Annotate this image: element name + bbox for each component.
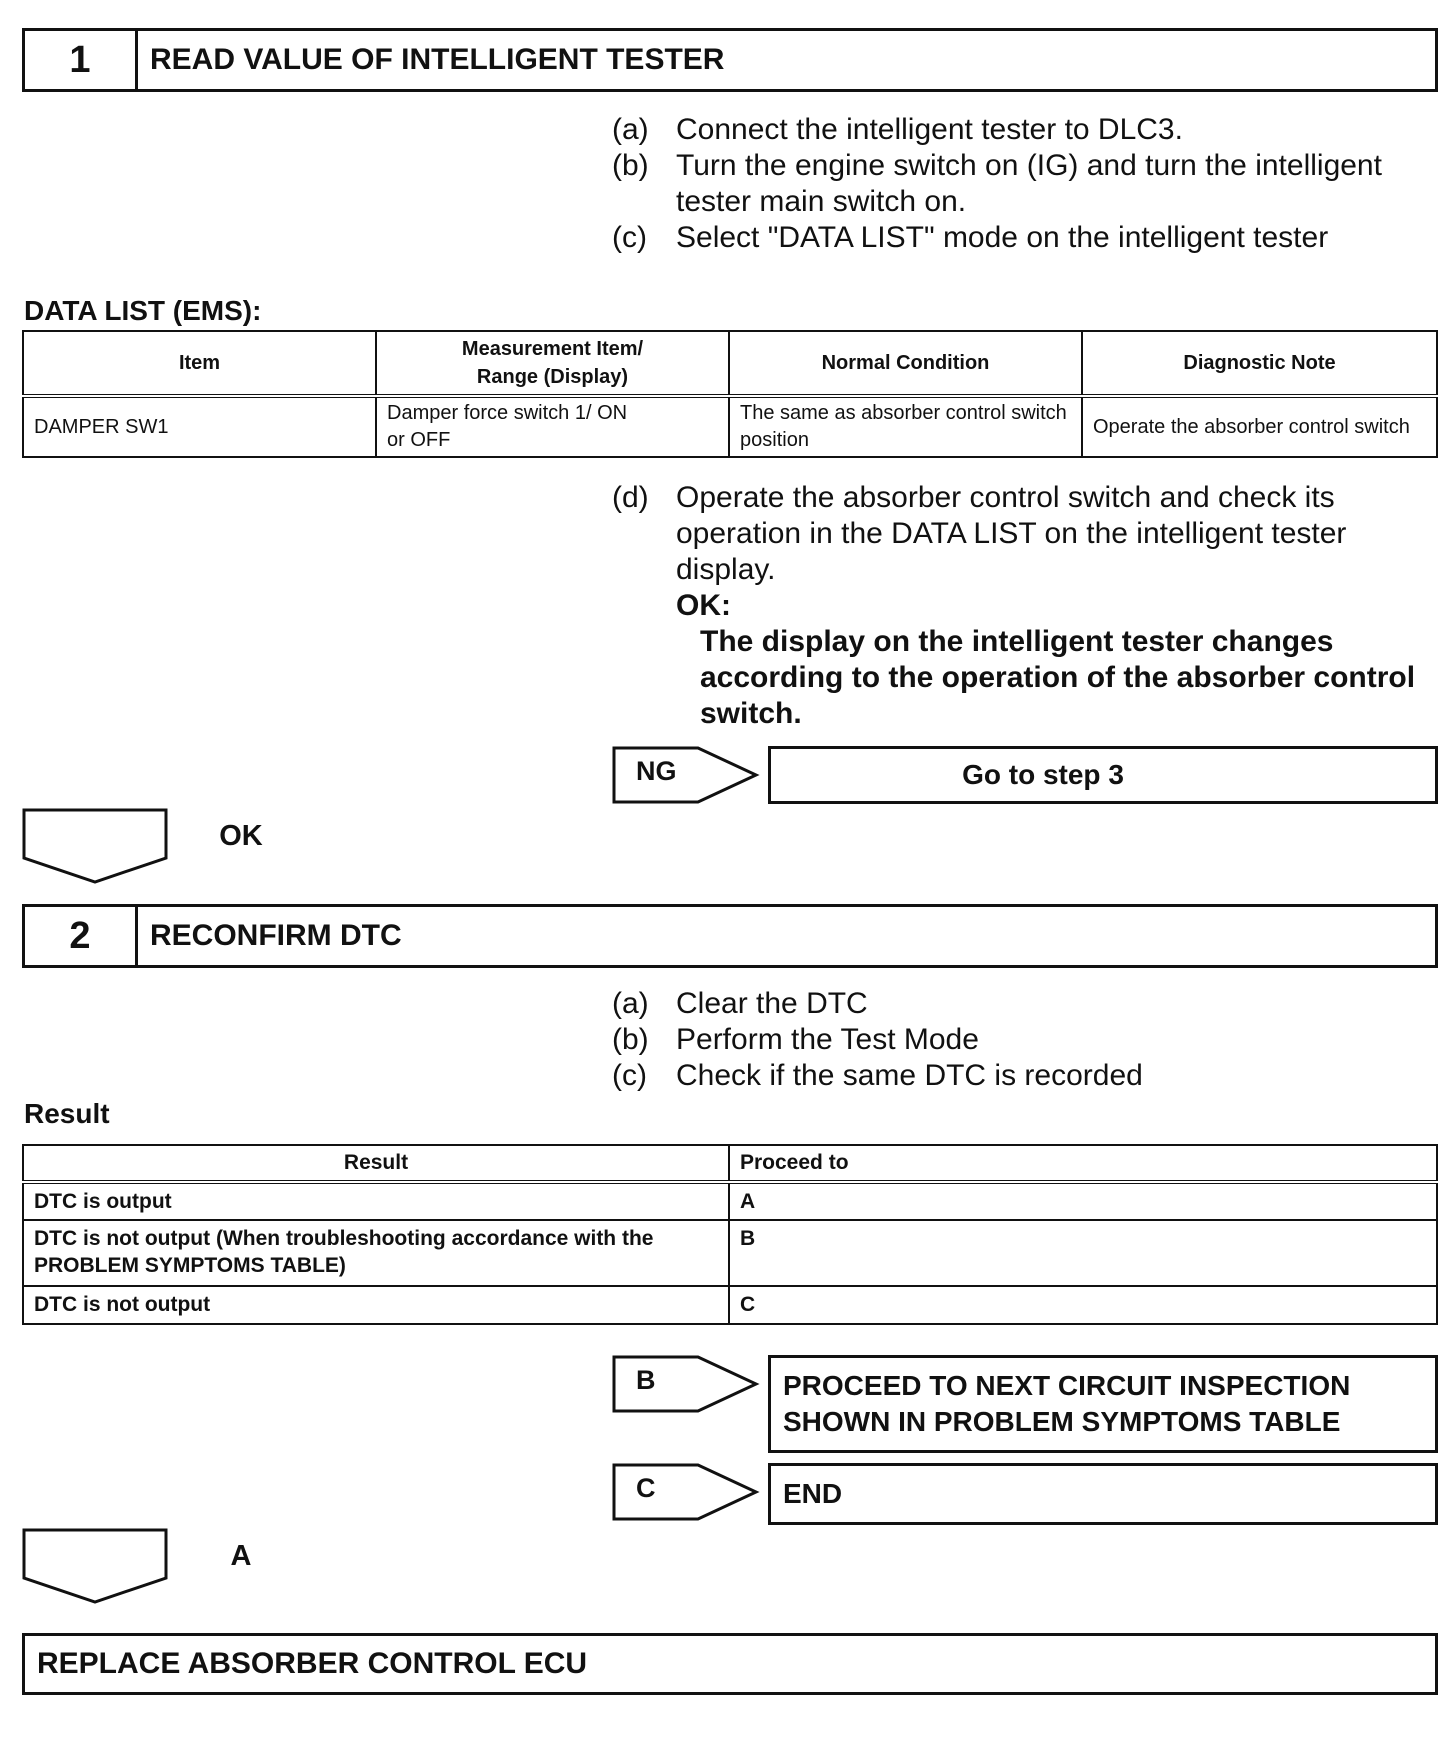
- ng-branch-tag: [612, 746, 760, 804]
- table-cell: DAMPER SW1: [23, 396, 376, 457]
- step-1-check: [612, 480, 1442, 732]
- ok-criteria: [612, 588, 1442, 732]
- result-title: Result: [24, 1098, 110, 1129]
- instruction-item: [612, 480, 1442, 588]
- table-header-cell: Proceed to: [729, 1145, 1437, 1182]
- instruction-label: (d): [612, 481, 649, 514]
- a-label: A: [230, 1540, 252, 1572]
- a-branch-tag: [22, 1528, 252, 1604]
- table-header-cell: Measurement Item/ Range (Display): [376, 331, 729, 396]
- go-to-step-3-box: Go to step 3: [768, 746, 1438, 804]
- down-arrow-tag-icon: [22, 1528, 168, 1604]
- instruction-item: [612, 986, 1442, 1022]
- replace-ecu-box: REPLACE ABSORBER CONTROL ECU: [22, 1633, 1438, 1695]
- down-arrow-tag-icon: [22, 808, 168, 884]
- table-cell: A: [729, 1182, 1437, 1220]
- right-arrow-tag-icon: [612, 1463, 760, 1521]
- instruction-text: Perform the Test Mode: [676, 1023, 979, 1056]
- table-row: [23, 1286, 1437, 1324]
- instruction-text: Clear the DTC: [676, 987, 868, 1020]
- instruction-item: [612, 112, 1442, 148]
- step-1-header: [22, 28, 1438, 92]
- instruction-label: (c): [612, 221, 647, 254]
- step-1-instructions: [612, 112, 1442, 256]
- instruction-label: (a): [612, 113, 649, 146]
- step-2-instructions: [612, 986, 1442, 1094]
- table-header-row: [23, 331, 1437, 396]
- table-header-cell: Diagnostic Note: [1082, 331, 1437, 396]
- step-2-number: 2: [25, 907, 138, 965]
- instruction-label: (c): [612, 1059, 647, 1092]
- table-header-cell: Normal Condition: [729, 331, 1082, 396]
- instruction-item: [612, 1058, 1442, 1094]
- table-cell: DTC is output: [23, 1182, 729, 1220]
- instruction-item: [612, 220, 1442, 256]
- right-arrow-tag-icon: [612, 1355, 760, 1413]
- c-branch-tag: [612, 1463, 760, 1521]
- step-2-header: [22, 904, 1438, 968]
- table-header-row: [23, 1145, 1437, 1182]
- b-branch-tag: [612, 1355, 760, 1413]
- ok-text: The display on the intelligent tester changes according to the operation of the absorber control switch.: [700, 625, 1416, 730]
- end-box: END: [768, 1463, 1438, 1525]
- instruction-label: (b): [612, 1023, 649, 1056]
- instruction-text: Operate the absorber control switch and check its operation in the DATA LIST on the intelligent tester display.: [676, 481, 1347, 586]
- ng-label: NG: [636, 756, 677, 786]
- c-label: C: [636, 1473, 656, 1503]
- instruction-label: (a): [612, 987, 649, 1020]
- table-header-cell: Item: [23, 331, 376, 396]
- data-list-title: DATA LIST (EMS):: [24, 295, 262, 326]
- instruction-text: Connect the intelligent tester to DLC3.: [676, 113, 1183, 146]
- table-cell: DTC is not output: [23, 1286, 729, 1324]
- instruction-item: [612, 1022, 1442, 1058]
- table-row: [23, 1220, 1437, 1286]
- table-row: [23, 1182, 1437, 1220]
- instruction-text: Check if the same DTC is recorded: [676, 1059, 1143, 1092]
- table-cell: The same as absorber control switch position: [729, 396, 1082, 457]
- table-cell: Operate the absorber control switch: [1082, 396, 1437, 457]
- instruction-label: (b): [612, 149, 649, 182]
- instruction-text: Select "DATA LIST" mode on the intelligent tester: [676, 221, 1329, 254]
- ok-branch-tag: [22, 808, 263, 884]
- table-row: [23, 396, 1437, 457]
- step-1-title: READ VALUE OF INTELLIGENT TESTER: [150, 43, 725, 76]
- instruction-text: Turn the engine switch on (IG) and turn the intelligent tester main switch on.: [676, 149, 1382, 218]
- proceed-next-inspection-box: PROCEED TO NEXT CIRCUIT INSPECTION SHOWN IN PROBLEM SYMPTOMS TABLE: [768, 1355, 1438, 1453]
- table-cell: DTC is not output (When troubleshooting accordance with the PROBLEM SYMPTOMS TABLE): [23, 1220, 729, 1286]
- b-label: B: [636, 1365, 656, 1395]
- result-table: [22, 1144, 1438, 1325]
- table-header-cell: Result: [23, 1145, 729, 1182]
- table-cell: Damper force switch 1/ ON or OFF: [376, 396, 729, 457]
- step-2-title: RECONFIRM DTC: [150, 919, 402, 952]
- data-list-table: [22, 330, 1438, 458]
- ok-label: OK:: [676, 589, 731, 622]
- right-arrow-tag-icon: [612, 746, 760, 804]
- step-1-number: 1: [25, 31, 138, 89]
- ok-label: OK: [219, 820, 263, 852]
- table-cell: C: [729, 1286, 1437, 1324]
- table-cell: B: [729, 1220, 1437, 1286]
- instruction-item: [612, 148, 1442, 220]
